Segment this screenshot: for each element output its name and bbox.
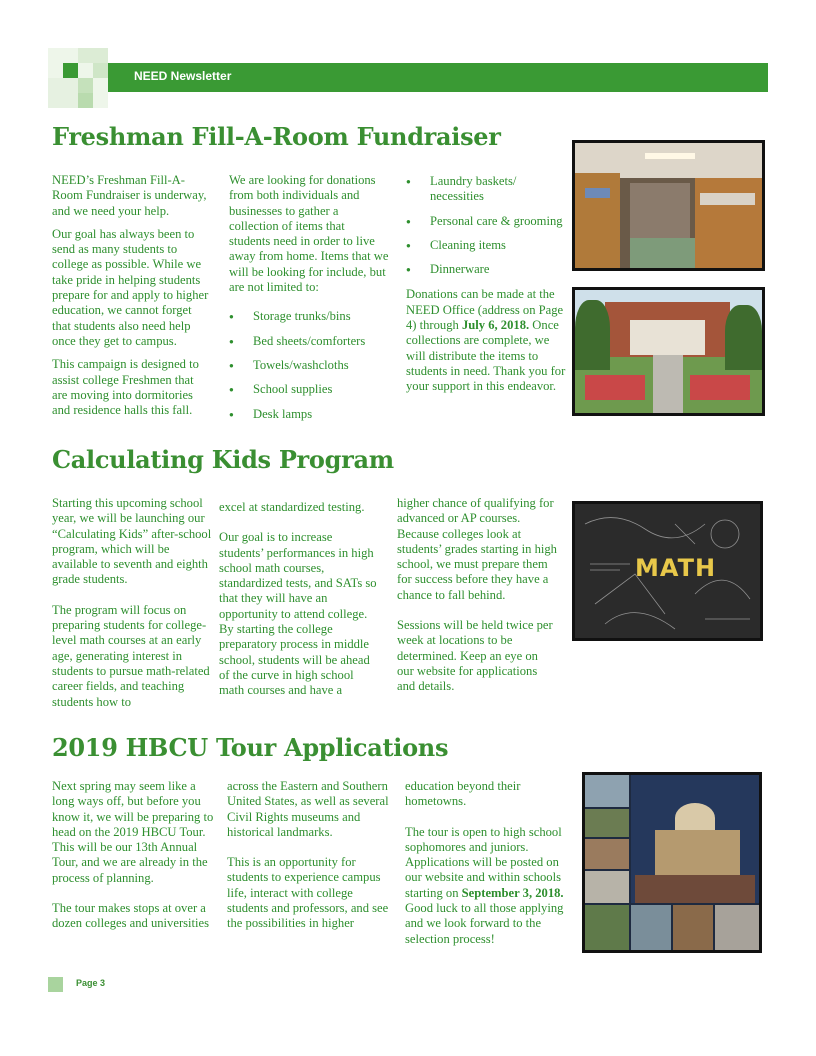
hbcu-col-2 [227, 779, 397, 940]
list-item: ● Cleaning items [406, 238, 566, 253]
dorm-room-photo [572, 140, 765, 271]
paragraph: The tour is open to high school sophomores and juniors. Applications will be posted on our website and within schools starting on September 3, 2018. Good luck to all those applying and we look forward to the selection process! [405, 824, 564, 946]
kids-col-3 [397, 496, 557, 703]
donation-list-a [229, 309, 389, 421]
list-item: ● Personal care & grooming [406, 214, 566, 229]
application-date: September 3, 2018. [461, 885, 564, 900]
fundraiser-col-2 [229, 173, 389, 431]
list-item: ● Towels/washcloths [229, 358, 389, 373]
paragraph: This is an opportunity for students to experience campus life, interact with college students and professors, and see the possibilities in higher [227, 855, 389, 931]
paragraph: The program will focus on preparing students for college-level math courses at an early age, generating interest in students to pursue math-related career fields, and teaching students how to [52, 602, 210, 709]
calculating-kids-heading: Calculating Kids Program [52, 445, 394, 474]
hbcu-col-1 [52, 779, 220, 940]
list-item: ● Bed sheets/comforters [229, 334, 389, 349]
fundraiser-col-1 [52, 173, 212, 426]
paragraph: Sessions will be held twice per week at locations to be determined. Keep an eye on our website for applications and details. [397, 618, 553, 694]
hbcu-heading: 2019 HBCU Tour Applications [52, 733, 449, 762]
campus-building-photo [572, 287, 765, 416]
paragraph: Next spring may seem like a long ways off, but before you know it, we will be preparing to head on the 2019 HBCU Tour. This will be our 13th Annual Tour, and we are already in the process of planning. [52, 779, 214, 885]
page-number: Page 3 [76, 978, 106, 988]
paragraph: This campaign is designed to assist college Freshmen that are moving into dormitories and residence halls this fall. [52, 357, 199, 418]
list-item: ● Dinnerware [406, 262, 566, 277]
paragraph: education beyond their hometowns. [405, 779, 521, 809]
paragraph: The tour makes stops at over a dozen colleges and universities [52, 901, 210, 931]
paragraph: Donations can be made at the NEED Office (address on Page 4) through July 6, 2018. Once collections are complete, we will distribute the items to students in need. Thank you for your support in this endeavor. [406, 287, 566, 394]
donation-list-b [406, 174, 566, 277]
paragraph: Our goal has always been to send as many students to college as possible. While we take pride in helping students prepare for and apply to higher education, we cannot forget that students also need help once they get to campus. [52, 226, 209, 348]
hbcu-campus-collage [582, 772, 762, 953]
paragraph: NEED’s Freshman Fill-A-Room Fundraiser is underway, and we need your help. [52, 173, 207, 218]
list-item: ● School supplies [229, 382, 389, 397]
paragraph: Our goal is to increase students’ performances in high school math courses, standardized tests, and SATs so that they will have an opportunity to attend college. By starting the college preparatory process in middle school, students will be ahead of the curve in high school math courses and have a [219, 530, 377, 698]
list-item: ● Laundry baskets/ necessities [406, 174, 566, 205]
kids-col-1 [52, 496, 212, 718]
hbcu-col-3 [405, 779, 575, 955]
paragraph: excel at standardized testing. [219, 500, 365, 514]
list-item: ● Storage trunks/bins [229, 309, 389, 324]
kids-col-2 [219, 500, 379, 707]
fundraiser-col-3 [406, 174, 566, 403]
newsletter-title: NEED Newsletter [134, 69, 232, 83]
donation-deadline: July 6, 2018. [461, 318, 530, 333]
paragraph: We are looking for donations from both individuals and businesses to gather a collection of items that students need in order to live away from home. Items that we will be looking for include, but are not limited to: [229, 173, 389, 295]
paragraph: across the Eastern and Southern United States, as well as several Civil Rights museums and historical landmarks. [227, 779, 389, 839]
footer-square [48, 977, 63, 992]
math-word: MATH [635, 554, 717, 582]
paragraph: Starting this upcoming school year, we will be launching our “Calculating Kids” after-school program, which will be available to seventh and eighth grade students. [52, 496, 212, 587]
paragraph: higher chance of qualifying for advanced or AP courses. Because colleges look at students’ grades starting in high school, we must prepare them for success before they have a chance to fall behind. [397, 496, 557, 602]
fundraiser-heading: Freshman Fill-A-Room Fundraiser [52, 122, 501, 151]
math-chalkboard-photo [572, 501, 763, 641]
list-item: ● Desk lamps [229, 407, 389, 422]
